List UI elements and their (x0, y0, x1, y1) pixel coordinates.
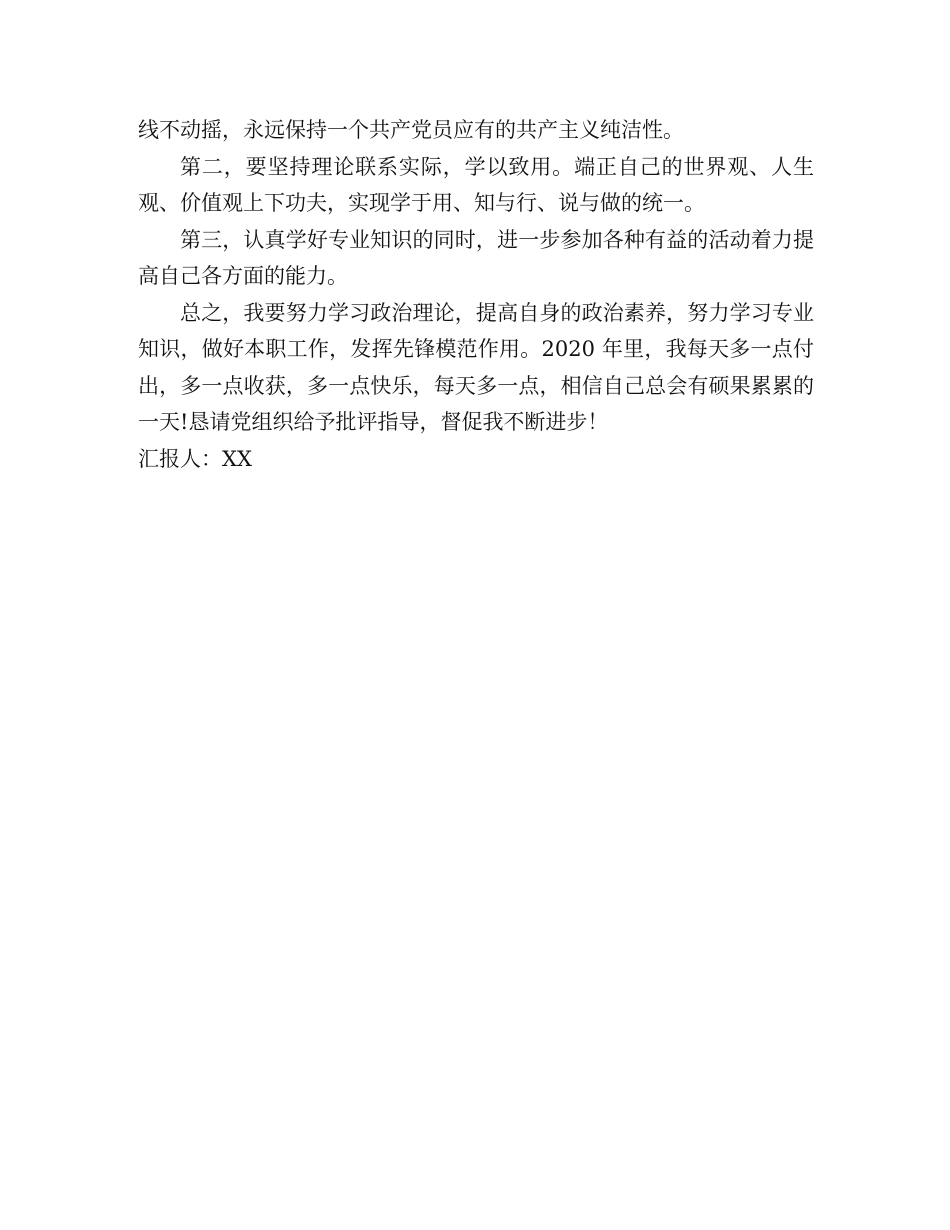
document-body (138, 112, 814, 477)
paragraph-continuation: 线不动摇，永远保持一个共产党员应有的共产主义纯洁性。 (138, 118, 684, 142)
signature-line: 汇报人：XX (138, 446, 252, 471)
paragraph-conclusion: 总之，我要努力学习政治理论，提高自身的政治素养，努力学习专业知识，做好本职工作，发挥先锋模范作用。2020 年里，我每天多一点付出，多一点收获，多一点快乐，每天多一点，相信自己总会有硕果累累的一天!恳请党组织给予批评指导，督促我不断进步！ (138, 300, 814, 434)
paragraph-second-point: 第二，要坚持理论联系实际，学以致用。端正自己的世界观、人生观、价值观上下功夫，实现学于用、知与行、说与做的统一。 (138, 154, 814, 215)
paragraph-third-point: 第三，认真学好专业知识的同时，进一步参加各种有益的活动着力提高自己各方面的能力。 (138, 227, 814, 288)
